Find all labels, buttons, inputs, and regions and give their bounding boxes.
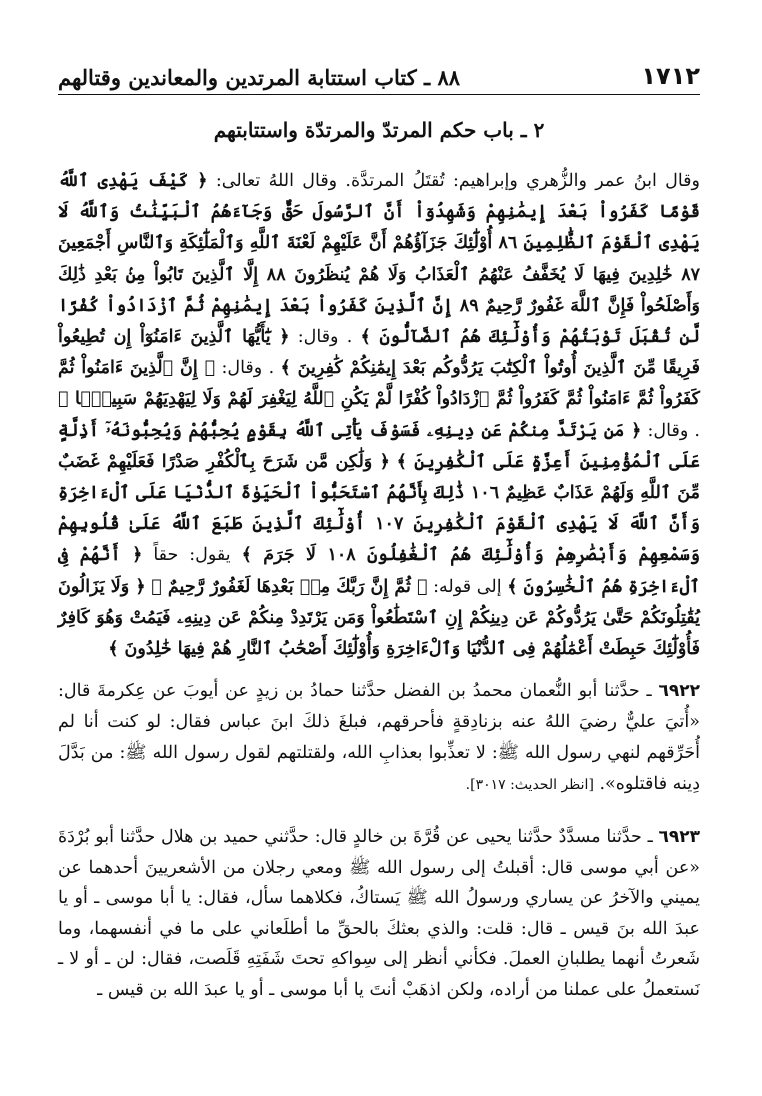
quran-verse-7: ﴿ ثُمَّ إِنَّ رَبَّكَ مِنۢ بَعْدِهَا لَغَفُورٌ رَّحِيمٌ ﴾ — [151, 576, 428, 597]
quran-verse-6: ﴿ أَنَّهُمْ فِى ٱلْءَاخِرَةِ هُمُ ٱلْخَٰسِرُونَ ﴾ — [58, 545, 700, 597]
intro-joiner-4: يقول: حقاً — [153, 545, 231, 566]
page-header — [58, 58, 700, 95]
quran-verse-2: ﴿ يَٰٓأَيُّهَا ٱلَّذِينَ ءَامَنُوٓاْ إِن تُطِيعُواْ فَرِيقًا مِّنَ ٱلَّذِينَ أُوتُواْ ٱلْكِتَٰبَ يَرُدُّوكُم بَعْدَ إِيمَٰنِكُمْ كَٰفِرِينَ ﴾ — [58, 327, 700, 379]
chapter-heading: ٢ ـ باب حكم المرتدّ والمرتدّة واستتابتهم — [213, 118, 545, 142]
intro-paragraph — [58, 166, 700, 665]
hadith-6922 — [58, 676, 700, 801]
hadith-6923-paragraph — [58, 822, 700, 1005]
intro-opening: وقال ابنُ عمر والزُّهري وإبراهيم: تُقتَلُ المرتدَّة. وقال اللهُ تعالى: — [215, 171, 700, 191]
hadith-number: ٦٩٢٢ — [658, 681, 700, 701]
intro-joiner-1: . وقال: — [297, 327, 353, 348]
hadith-text: ـ حدَّثنا مسدَّدٌ حدَّثنا يحيى عن قُرَّةَ بن خالدٍ قال: حدَّثني حميد بن هلال حدَّثنا أبو بُرْدَةَ «عن أبي موسى قال: أقبلتُ إلى رسول الله ﷺ ومعي رجلان من الأشعريينَ أحدهما عن يميني والآخرُ عن يساري ورسولُ الله ﷺ يَستاكُ، فكلاهما سأل، فقال: يا أبا موسى ـ أو يا عبدَ الله بنَ قيس ـ قال: قلت: والذي بعثكَ بالحقِّ ما أطلَعاني على ما في أنفسهما، وما شَعرتُ أنهما يطلبانِ العملَ. فكأني أنظر إلى سِواكهِ تحتَ شَفَتِهِ قَلَصت، فقال: لن ـ أو لا ـ نَستعملُ على عملنا من أراده، ولكن اذهَبْ أنتَ يا أبا موسى ـ أو يا عبدَ الله بن قيس ـ — [58, 827, 700, 1000]
chapter-intro — [58, 166, 700, 665]
hadith-text: ـ حدَّثنا أبو النُّعمان محمدُ بن الفضل حدَّثنا حمادُ بن زيدٍ عن أيوبَ عن عِكرمةَ قال: «أُتيَ عليٌّ رضيَ اللهُ عنه بزنادِقةٍ فأحرقهم، فبلغَ ذلكَ ابنَ عباس فقال: لو كنت أنا لم أُحَرِّقهم لنهي رسول الله ﷺ: لا تعذِّبوا بعذابِ الله، ولقتلتهم لقول رسول الله ﷺ: من بَدَّلَ دِينه فاقتلوه». — [58, 681, 700, 794]
intro-joiner-5: إلى قوله: — [433, 576, 502, 597]
intro-joiner-3: . وقال: — [647, 420, 700, 441]
quran-verse-8: ﴿ وَلَا يَزَالُونَ يُقَٰتِلُونَكُمْ حَتَّىٰ يَرُدُّوكُمْ عَن دِينِكُمْ إِنِ ٱسْتَطَٰعُواْ وَمَن يَرْتَدِدْ مِنكُمْ عَن دِينِهِۦ فَيَمُتْ وَهُوَ كَافِرٌ فَأُوْلَٰٓئِكَ حَبِطَتْ أَعْمَٰلُهُمْ فِى ٱلدُّنْيَا وَٱلْءَاخِرَةِ وَأُوْلَٰٓئِكَ أَصْحَٰبُ ٱلنَّارِ هُمْ فِيهَا خَٰلِدُونَ ﴾ — [58, 576, 700, 660]
quran-verse-1: ﴿ كَيْفَ يَهْدِى ٱللَّهُ قَوْمًا كَفَرُواْ بَعْدَ إِيمَٰنِهِمْ وَشَهِدُوٓاْ أَنَّ ٱلرَّسُولَ حَقٌّ وَجَآءَهُمُ ٱلْبَيِّنَٰتُ وَٱللَّهُ لَا يَهْدِى ٱلْقَوْمَ ٱلظَّٰلِمِينَ ٨٦ أُوْلَٰٓئِكَ جَزَآؤُهُمْ أَنَّ عَلَيْهِمْ لَعْنَةَ ٱللَّهِ وَٱلْمَلَٰٓئِكَةِ وَٱلنَّاسِ أَجْمَعِينَ ٨٧ خَٰلِدِينَ فِيهَا لَا يُخَفَّفُ عَنْهُمُ ٱلْعَذَابُ وَلَا هُمْ يُنظَرُونَ ٨٨ إِلَّا ٱلَّذِينَ تَابُواْ مِنۢ بَعْدِ ذَٰلِكَ وَأَصْلَحُواْ فَإِنَّ ٱللَّهَ غَفُورٌ رَّحِيمٌ ٨٩ إِنَّ ٱلَّذِينَ كَفَرُواْ بَعْدَ إِيمَٰنِهِمْ ثُمَّ ٱزْدَادُواْ كُفْرًا لَّن تُقْبَلَ تَوْبَتُهُمْ وَأُوْلَٰٓئِكَ هُمُ ٱلضَّآلُّونَ ﴾ — [58, 171, 700, 348]
hadith-number: ٦٩٢٣ — [658, 827, 700, 847]
hadith-6923 — [58, 822, 700, 1005]
intro-joiner-2: . وقال: — [221, 358, 275, 379]
hadith-6922-paragraph — [58, 676, 700, 801]
running-title: ٨٨ ـ كتاب استتابة المرتدين والمعاندين وقتالهم — [58, 65, 461, 90]
hadith-reference: [انظر الحديث: ٣٠١٧]. — [465, 777, 594, 793]
quran-verse-5: ﴿ وَلَٰكِن مَّن شَرَحَ بِٱلْكُفْرِ صَدْرًا فَعَلَيْهِمْ غَضَبٌ مِّنَ ٱللَّهِ وَلَهُمْ عَذَابٌ عَظِيمٌ ١٠٦ ذَٰلِكَ بِأَنَّهُمُ ٱسْتَحَبُّواْ ٱلْحَيَوٰةَ ٱلدُّنْيَا عَلَى ٱلْءَاخِرَةِ وَأَنَّ ٱللَّهَ لَا يَهْدِى ٱلْقَوْمَ ٱلْكَٰفِرِينَ ١٠٧ أُوْلَٰٓئِكَ ٱلَّذِينَ طَبَعَ ٱللَّهُ عَلَىٰ قُلُوبِهِمْ وَسَمْعِهِمْ وَأَبْصَٰرِهِمْ وَأُوْلَٰٓئِكَ هُمُ ٱلْغَٰفِلُونَ ١٠٨ لَا جَرَمَ ﴾ — [58, 451, 701, 566]
quran-verse-3: ﴿ إِنَّ ٱلَّذِينَ ءَامَنُواْ ثُمَّ كَفَرُواْ ثُمَّ ءَامَنُواْ ثُمَّ كَفَرُواْ ثُمَّ ٱزْدَادُواْ كُفْرًا لَّمْ يَكُنِ ٱللَّهُ لِيَغْفِرَ لَهُمْ وَلَا لِيَهْدِيَهُمْ سَبِيلًۢا ﴾ — [58, 358, 700, 410]
quran-verse-4: ﴿ مَن يَرْتَدَّ مِنكُمْ عَن دِينِهِۦ فَسَوْفَ يَأْتِى ٱللَّهُ بِقَوْمٍ يُحِبُّهُمْ وَيُحِبُّونَهُۥٓ أَذِلَّةٍ عَلَى ٱلْمُؤْمِنِينَ أَعِزَّةٍ عَلَى ٱلْكَٰفِرِينَ ﴾ — [58, 420, 700, 472]
page-number: ١٧١٢ — [641, 62, 700, 90]
